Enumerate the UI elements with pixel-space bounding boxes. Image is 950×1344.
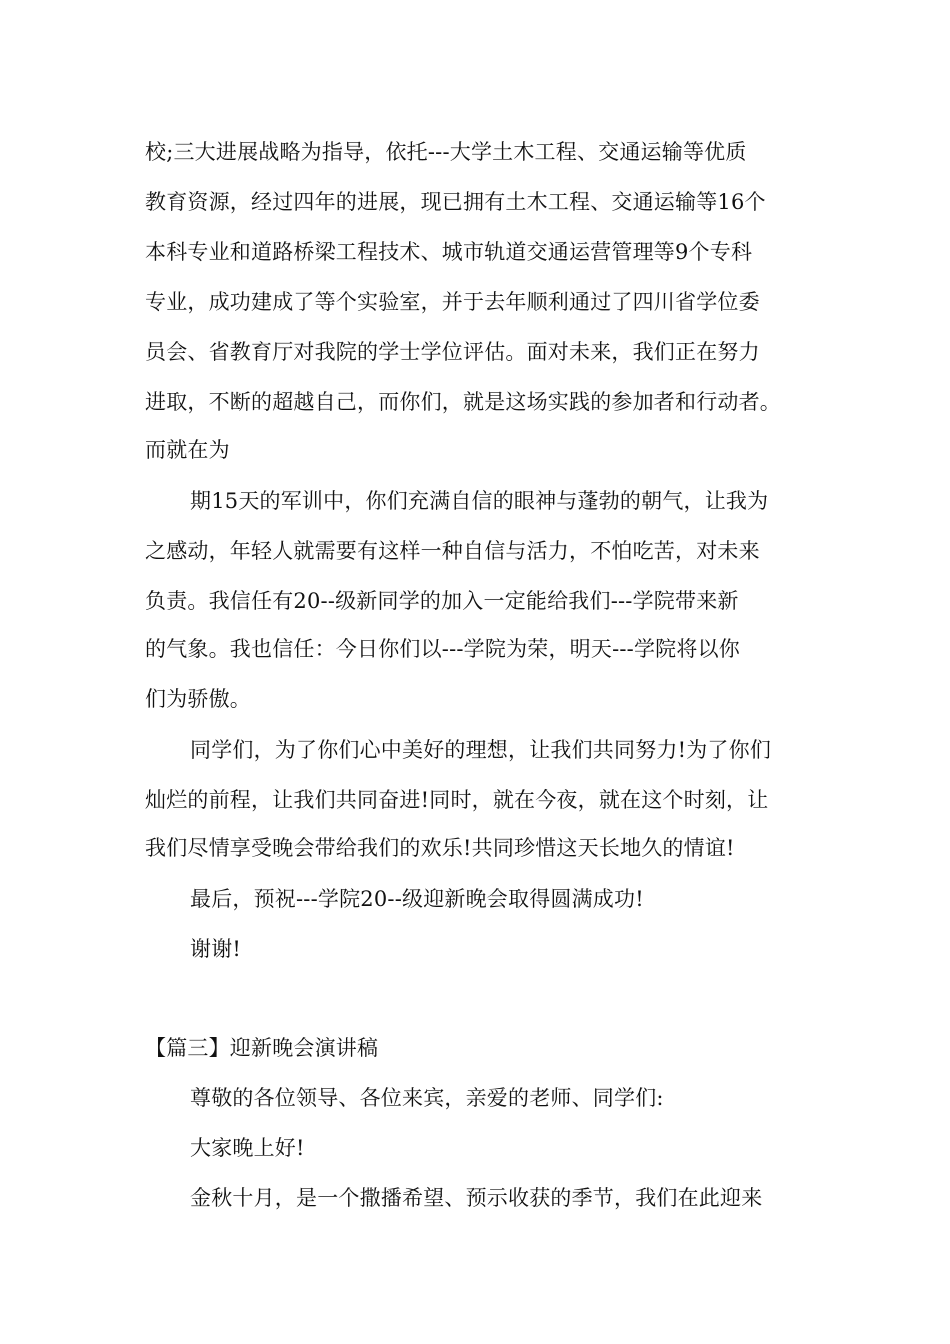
wishes-paragraph-line: 我们尽情享受晚会带给我们的欢乐!共同珍惜这天长地久的情谊! [145,836,735,860]
military-training-paragraph-line: 们为骄傲。 [145,687,251,711]
opening-paragraph-line: 金秋十月，是一个撒播希望、预示收获的季节，我们在此迎来 [190,1186,763,1210]
body-text-line: 而就在为 [145,438,230,462]
body-text-line: 进取，不断的超越自己，而你们，就是这场实践的参加者和行动者。 [145,390,781,414]
section-heading: 【篇三】迎新晚会演讲稿 [145,1036,379,1060]
body-text-line: 教育资源，经过四年的进展，现已拥有土木工程、交通运输等16个 [145,190,766,214]
military-training-paragraph-line: 之感动，年轻人就需要有这样一种自信与活力，不怕吃苦，对未来 [145,539,760,563]
wishes-paragraph-line: 同学们，为了你们心中美好的理想，让我们共同努力!为了你们 [190,738,772,762]
military-training-paragraph-line: 的气象。我也信任：今日你们以---学院为荣，明天---学院将以你 [145,637,740,661]
body-text-line: 专业，成功建成了等个实验室，并于去年顺利通过了四川省学位委 [145,290,760,314]
wishes-paragraph-line: 灿烂的前程，让我们共同奋进!同时，就在今夜，就在这个时刻，让 [145,788,769,812]
salutation-line: 尊敬的各位领导、各位来宾，亲爱的老师、同学们: [190,1086,664,1110]
greeting-line: 大家晚上好! [190,1136,305,1160]
military-training-paragraph-line: 期15天的军训中，你们充满自信的眼神与蓬勃的朝气，让我为 [190,489,769,513]
thanks-line: 谢谢! [190,937,242,961]
body-text-line: 校;三大进展战略为指导，依托---大学土木工程、交通运输等优质 [145,140,747,164]
military-training-paragraph-line: 负责。我信任有20--级新同学的加入一定能给我们---学院带来新 [145,589,739,613]
body-text-line: 本科专业和道路桥梁工程技术、城市轨道交通运营管理等9个专科 [145,240,753,264]
body-text-line: 员会、省教育厅对我院的学士学位评估。面对未来，我们正在努力 [145,340,760,364]
closing-wish-line: 最后，预祝---学院20--级迎新晚会取得圆满成功! [190,887,644,911]
